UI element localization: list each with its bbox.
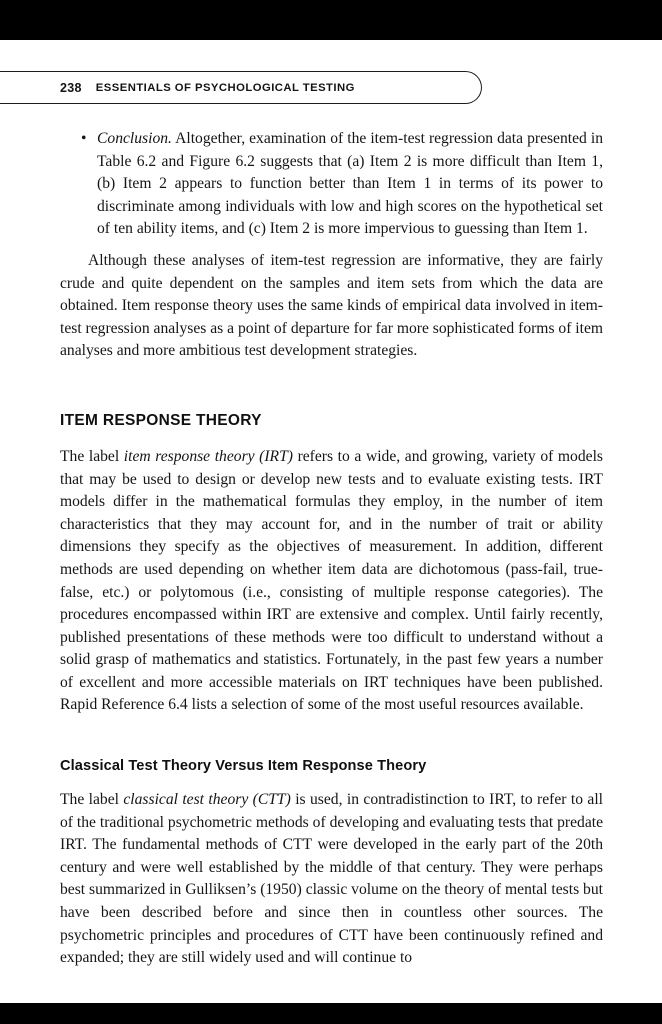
- bottom-scan-bar: [0, 1003, 662, 1024]
- running-head: [0, 71, 482, 104]
- running-head-title: ESSENTIALS OF PSYCHOLOGICAL TESTING: [95, 81, 355, 94]
- bullet-list: [60, 128, 603, 241]
- bullet-text: Conclusion. Altogether, examination of the item-test regression data presented in Table 6.2 and Figure 6.2 suggests that (a) Item 2 is more difficult than Item 1, (b) Item 2 appears to function better than Item 1 in terms of its power to discriminate among individuals with low and high scores on the hypothetical set of ten ability items, and (c) Item 2 is more impervious to guessing than Item 1.: [97, 130, 603, 238]
- subsection-heading-ctt-vs-irt: Classical Test Theory Versus Item Response Theory: [60, 758, 427, 775]
- page-body: [60, 128, 603, 970]
- paragraph-irt-overview: The label item response theory (IRT) refers to a wide, and growing, variety of models that may be used to design or develop new tests and to evaluate existing tests. IRT models differ in the mathematical formulas they employ, in the number of item characteristics that they may account for, and in the number of trait or ability dimensions they specify as the objectives of measurement. In addition, different methods are used depending on whether item data are dichotomous (pass-fail, true-false, etc.) or polytomous (i.e., consisting of multiple response categories). The procedures encompassed within IRT are extensive and complex. Until fairly recently, published presentations of these methods were too difficult to understand without a solid grasp of mathematics and statistics. Fortunately, in the past few years a number of excellent and more accessible materials on IRT techniques have been published. Rapid Reference 6.4 lists a selection of some of the most useful resources available.: [60, 447, 603, 714]
- paragraph-item-test-regression: Although these analyses of item-test regression are informative, they are fairly crude and quite dependent on the samples and item sets from which the data are obtained. Item response theory uses the same kinds of empirical data involved in item-test regression analyses as a point of departure for far more sophisticated forms of item analyses and more ambitious test development strategies.: [60, 251, 604, 360]
- top-scan-bar: [0, 0, 662, 40]
- bullet-item-conclusion: [60, 128, 603, 241]
- section-heading-item-response-theory: ITEM RESPONSE THEORY: [60, 411, 262, 429]
- paragraph-ctt-overview: The label classical test theory (CTT) is used, in contradistinction to IRT, to refer to all of the traditional psychometric methods of developing and evaluating tests that predate IRT. The fundamental methods of CTT were developed in the early part of the 20th century and were well established by the middle of that century. They were perhaps best summarized in Gulliksen’s (1950) classic volume on the theory of mental tests but have been described before and since then in countless other sources. The psychometric principles and procedures of CTT have been continuously refined and expanded; they are still widely used and will continue to: [60, 791, 603, 967]
- page-number: 238: [60, 80, 82, 95]
- bullet-icon: •: [81, 130, 87, 147]
